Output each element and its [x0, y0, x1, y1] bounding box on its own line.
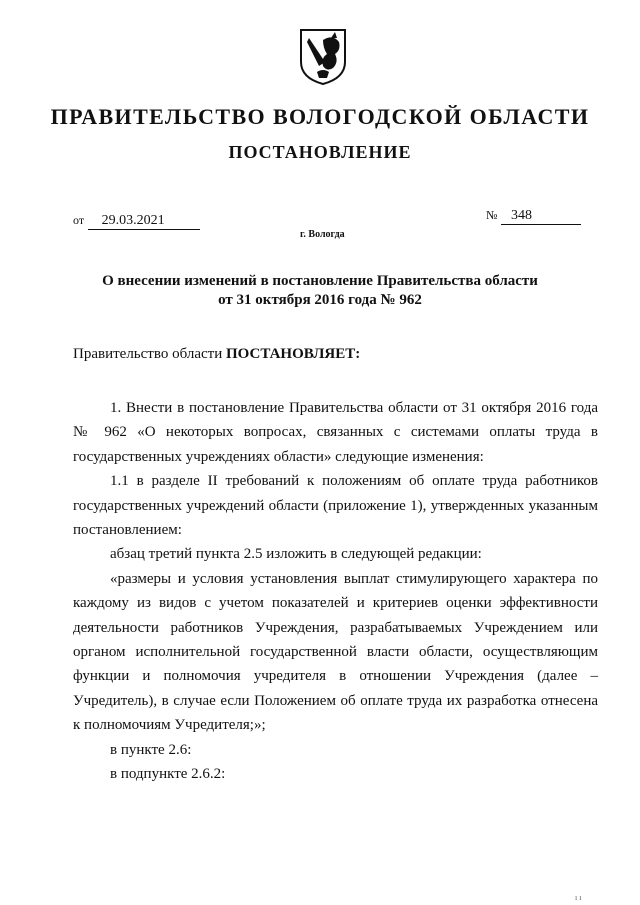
subject-line-1: О внесении изменений в постановление Правительства области: [102, 273, 538, 289]
document-type: ПОСТАНОВЛЕНИЕ: [228, 142, 412, 162]
preamble: [73, 346, 360, 363]
number-value: 348: [501, 208, 581, 225]
coat-of-arms-icon: [299, 28, 347, 86]
date-prefix: от: [73, 213, 85, 227]
paragraph: 1. Внести в постановление Правительства области от 31 октября 2016 года № 962 «О некоторых вопросах, связанных с системами оплаты труда в государственных учреждениях области» следующие изменения:: [73, 400, 598, 465]
paragraph: абзац третий пункта 2.5 изложить в следующей редакции:: [110, 546, 482, 563]
document-body: [73, 396, 598, 787]
subject-line-2: от 31 октября 2016 года № 962: [218, 292, 422, 308]
document-date: [73, 213, 200, 230]
organization-title: ПРАВИТЕЛЬСТВО ВОЛОГОДСКОЙ ОБЛАСТИ: [50, 104, 590, 129]
paragraph: 1.1 в разделе II требований к положениям об оплате труда работников государственных учреждений области (приложение 1), утвержденных указанным постановлением:: [73, 473, 598, 539]
document-number: [486, 208, 581, 225]
preamble-decree: ПОСТАНОВЛЯЕТ:: [225, 346, 361, 362]
city-label: г. Вологда: [300, 229, 345, 240]
corner-mark: ıı: [575, 893, 584, 902]
paragraph: в пункте 2.6:: [110, 741, 192, 758]
date-value: 29.03.2021: [88, 213, 200, 230]
paragraph: в подпункте 2.6.2:: [110, 766, 226, 783]
preamble-text: Правительство области: [73, 346, 226, 362]
number-prefix: №: [486, 208, 498, 222]
document-subject: [60, 272, 580, 310]
paragraph: «размеры и условия установления выплат стимулирующего характера по каждому из видов с учетом показателей и критериев оценки эффективности деятельности работников Учреждения, разрабатываемых Учреждением или органом исполнительной государственной власти области, осуществляющим функции и полномочия учредителя в отношении Учреждения (далее – Учредитель), в случае если Положением об оплате труда их разработка отнесена к полномочиям Учредителя;»;: [73, 570, 598, 734]
